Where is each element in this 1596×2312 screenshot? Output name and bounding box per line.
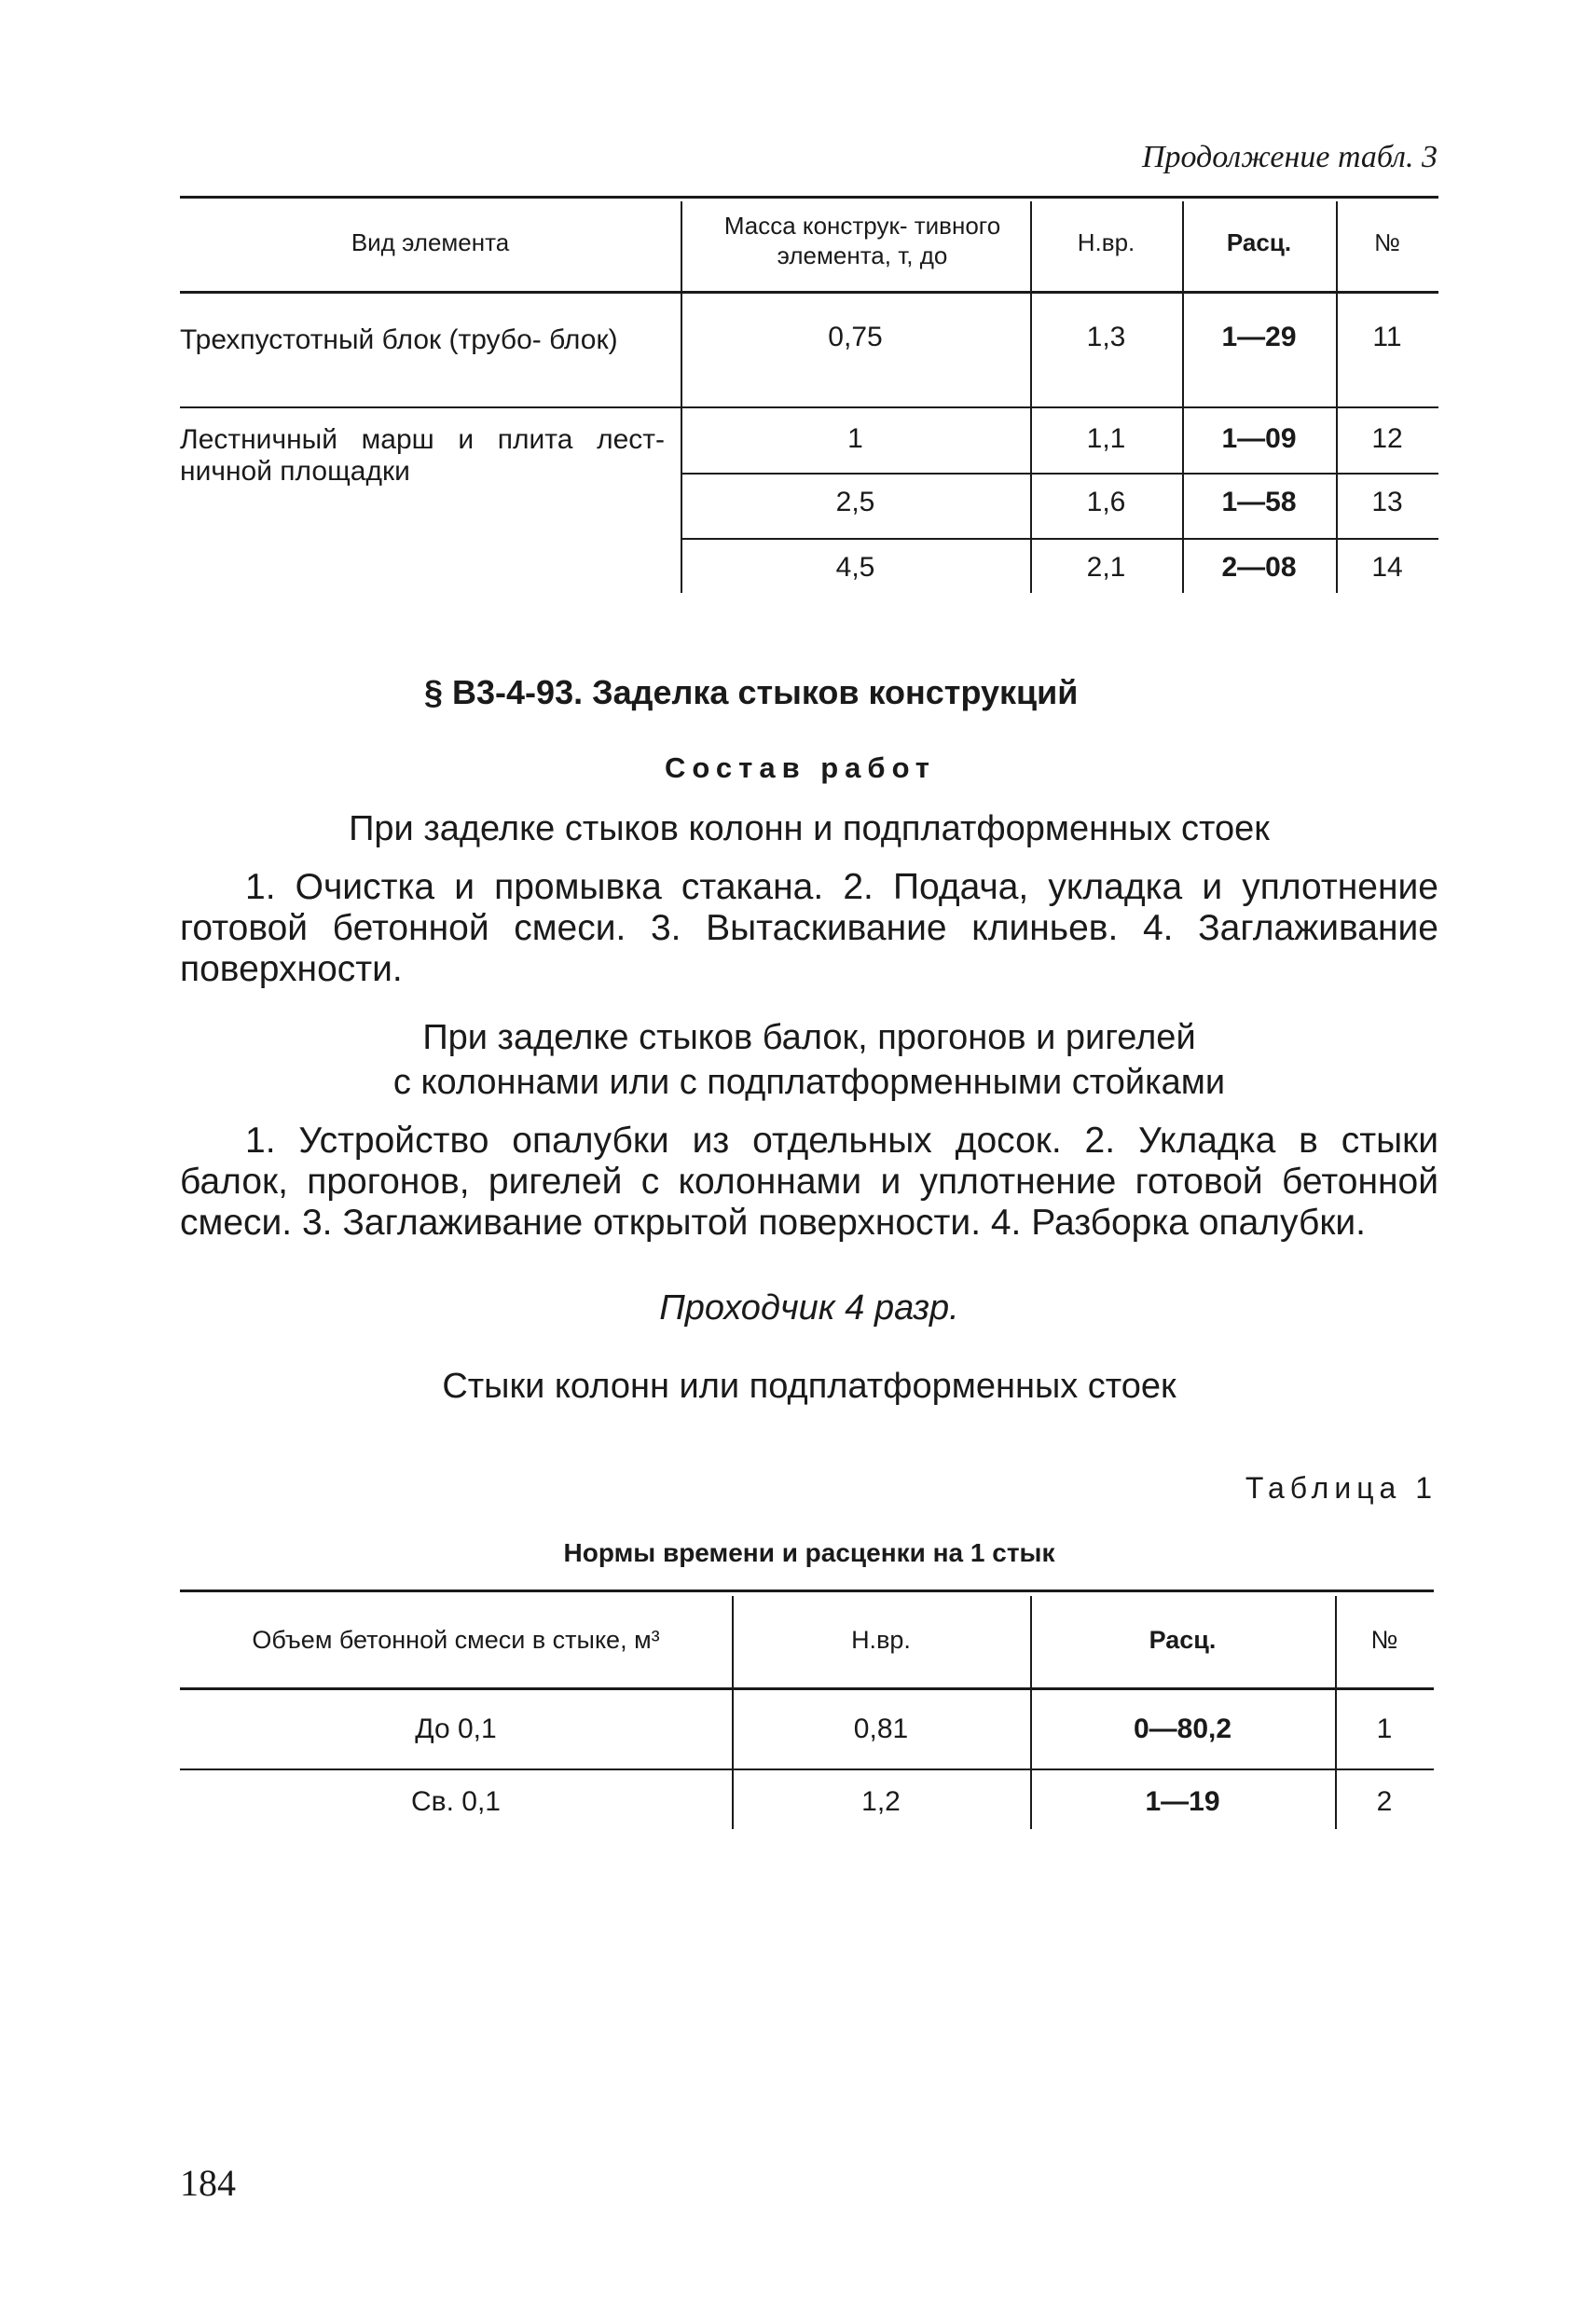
row2-volume: Св. 0,1 — [411, 1786, 501, 1817]
row3-rate: 1—58 — [1221, 487, 1297, 517]
page-number: 184 — [180, 2162, 236, 2204]
row2-rate: 1—09 — [1221, 423, 1297, 454]
worker-grade: Проходчик 4 разр. — [659, 1288, 959, 1328]
row1-rate: 1—29 — [1221, 322, 1297, 352]
continuation-label: Продолжение табл. 3 — [1141, 140, 1438, 174]
header-number: № — [1374, 228, 1400, 256]
header-norm-time: Н.вр. — [1077, 228, 1135, 256]
row2-number-2: 2 — [1376, 1786, 1393, 1817]
header-volume: Объем бетонной смеси в стыке, м³ — [252, 1626, 660, 1654]
header-rate: Расц. — [1226, 228, 1292, 256]
row1-element: Трехпустотный блок (трубо- блок) — [180, 324, 618, 355]
table-caption: Нормы времени и расценки на 1 стык — [563, 1538, 1055, 1567]
subheading-2-line2: с колоннами или с подплатформенными стойками — [392, 1063, 1226, 1102]
row2-norm-time: 1,1 — [1086, 423, 1126, 454]
subheading-2-line1: При заделке стыков балок, прогонов и ригелей — [422, 1018, 1196, 1057]
row3-norm-time: 1,6 — [1086, 487, 1126, 517]
paragraph-2: 1. Устройство опалубки из отдельных досок. 2. Укладка в стыки балок, прогонов, ригелей с колоннами и уплотнение готовой бетонной смеси. 3. Заглаживание открытой поверхности. 4. Разборка опалубки. — [180, 1121, 1438, 1243]
header-norm-time-2: Н.вр. — [851, 1626, 911, 1654]
subsection-title: Стыки колонн или подплатформенных стоек — [442, 1367, 1176, 1406]
table-label: Таблица 1 — [1245, 1471, 1438, 1505]
row1-mass: 0,75 — [828, 322, 883, 352]
row2-norm-time-2: 1,2 — [861, 1786, 901, 1817]
row3-number: 13 — [1371, 487, 1403, 517]
row4-number: 14 — [1371, 552, 1403, 583]
header-number-2: № — [1370, 1626, 1398, 1654]
row1-volume: До 0,1 — [415, 1713, 497, 1744]
row2-mass: 1 — [847, 423, 863, 454]
row1-number: 11 — [1372, 322, 1402, 352]
row1-rate-2: 0—80,2 — [1133, 1713, 1232, 1744]
header-rate-2: Расц. — [1149, 1626, 1217, 1654]
paragraph-1: 1. Очистка и промывка стакана. 2. Подача, укладка и уплотнение готовой бетонной смеси. 3. Вытаскивание клиньев. 4. Заглаживание поверхности. — [180, 867, 1438, 989]
row1-number-2: 1 — [1376, 1713, 1393, 1744]
row4-rate: 2—08 — [1221, 552, 1297, 583]
work-composition-heading: Состав работ — [665, 751, 936, 784]
row2-number: 12 — [1371, 423, 1403, 454]
row4-norm-time: 2,1 — [1086, 552, 1126, 583]
row3-mass: 2,5 — [835, 487, 875, 517]
row1-norm-time: 1,3 — [1086, 322, 1126, 352]
section-title: § В3-4-93. Заделка стыков конструкций — [424, 673, 1079, 711]
row1-norm-time-2: 0,81 — [853, 1713, 909, 1744]
row4-mass: 4,5 — [835, 552, 875, 583]
header-mass: Масса конструк- тивного элемента, т, до — [723, 212, 1001, 269]
row2-element: Лестничный марш и плита лест- ничной площадки — [180, 424, 665, 487]
header-element: Вид элемента — [351, 228, 510, 256]
row2-rate-2: 1—19 — [1145, 1786, 1220, 1817]
subheading-1: При заделке стыков колонн и подплатформенных стоек — [349, 809, 1270, 848]
